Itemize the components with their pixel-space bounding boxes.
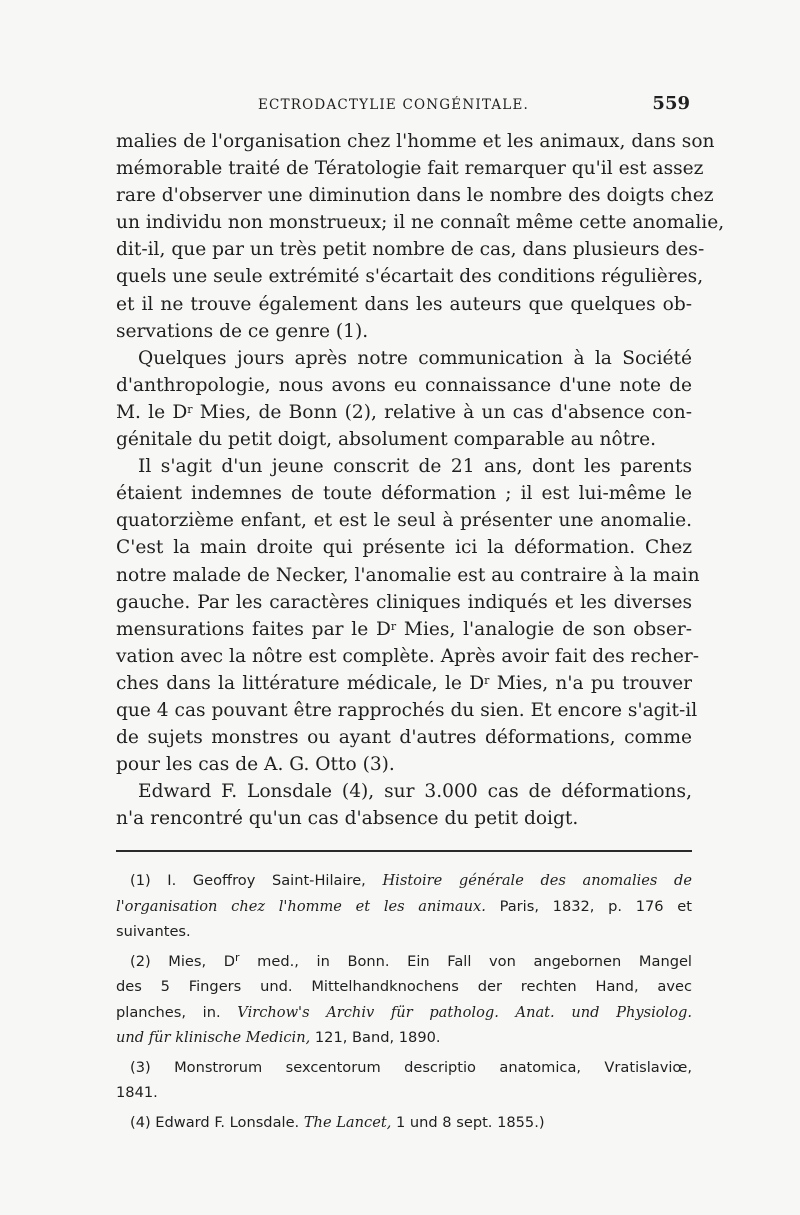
text-line: de sujets monstres ou ayant d'autres déformations, comme bbox=[116, 727, 692, 749]
footnote-1-line bbox=[116, 894, 692, 920]
text-fragment: 1 und 8 sept. 1855.) bbox=[391, 1113, 545, 1131]
text-line: gauche. Par les caractères cliniques indiqués et les diverses bbox=[116, 591, 692, 613]
text-fragment: Mies, de Bonn (2), relative à un cas d'absence con- bbox=[192, 401, 692, 423]
text-fragment: planches, in. bbox=[116, 1003, 238, 1021]
text-line: notre malade de Necker, l'anomalie est au contraire à la main bbox=[116, 564, 700, 586]
text-line: dit-il, que par un très petit nombre de cas, dans plusieurs des- bbox=[116, 239, 705, 261]
text-line: Edward F. Lonsdale (4), sur 3.000 cas de déformations, bbox=[138, 781, 692, 803]
superscript: r bbox=[235, 950, 240, 964]
text-fragment: (4) Edward F. Lonsdale. bbox=[130, 1113, 304, 1131]
footnote-2-line bbox=[116, 1000, 692, 1026]
text-fragment: ches dans la littérature médicale, le D bbox=[116, 672, 485, 694]
footnote-4-line bbox=[116, 1110, 692, 1136]
page-number: 559 bbox=[652, 93, 690, 114]
text-line: vation avec la nôtre est complète. Après avoir fait des recher- bbox=[116, 645, 700, 667]
text-line: Quelques jours après notre communication à la Société bbox=[138, 347, 692, 369]
text-fragment: Mies, n'a pu trouver bbox=[489, 672, 692, 694]
running-head: ECTRODACTYLIE CONGÉNITALE. bbox=[258, 97, 530, 113]
footnote-1-line bbox=[116, 868, 692, 894]
text-line: génitale du petit doigt, absolument comparable au nôtre. bbox=[116, 429, 656, 451]
page-header bbox=[116, 93, 690, 123]
text-line-with-sup bbox=[116, 670, 692, 697]
text-fragment: med., in Bonn. Ein Fall von angebornen Mangel bbox=[239, 952, 692, 970]
footnote-3-line: 1841. bbox=[116, 1084, 158, 1101]
text-line: mémorable traité de Tératologie fait remarquer qu'il est assez bbox=[116, 158, 704, 180]
text-line: d'anthropologie, nous avons eu connaissance d'une note de bbox=[116, 374, 692, 396]
text-line-with-sup bbox=[116, 616, 692, 643]
text-fragment-italic: Histoire générale des anomalies de bbox=[382, 872, 693, 889]
text-line: un individu non monstrueux; il ne connaît même cette anomalie, bbox=[116, 212, 725, 234]
text-line: Il s'agit d'un jeune conscrit de 21 ans, dont les parents bbox=[138, 456, 692, 478]
text-line: quatorzième enfant, et est le seul à présenter une anomalie. bbox=[116, 510, 692, 532]
text-fragment-italic: l'organisation chez l'homme et les animaux. bbox=[116, 897, 486, 915]
superscript: r bbox=[484, 673, 490, 687]
text-fragment-italic: Virchow's Archiv für patholog. Anat. und Physiolog. bbox=[237, 1003, 692, 1021]
text-fragment: (1) I. Geoffroy Saint-Hilaire, bbox=[130, 872, 383, 889]
footnotes bbox=[116, 868, 692, 1135]
footnote-divider bbox=[116, 850, 692, 852]
text-line: et il ne trouve également dans les auteurs que quelques ob- bbox=[116, 293, 692, 315]
text-fragment: 121, Band, 1890. bbox=[310, 1029, 441, 1046]
superscript: r bbox=[390, 619, 397, 633]
text-fragment-italic: und für klinische Medicin, bbox=[116, 1029, 311, 1046]
text-line: C'est la main droite qui présente ici la déformation. Chez bbox=[116, 537, 692, 559]
text-line: n'a rencontré qu'un cas d'absence du petit doigt. bbox=[116, 808, 579, 830]
text-fragment: (2) Mies, D bbox=[130, 952, 236, 970]
text-fragment: Paris, 1832, p. 176 et bbox=[485, 897, 692, 915]
footnote-1-line: suivantes. bbox=[116, 923, 191, 940]
footnote-2-line: des 5 Fingers und. Mittelhandknochens der rechten Hand, avec bbox=[116, 978, 692, 995]
text-fragment-italic: The Lancet, bbox=[303, 1113, 392, 1131]
text-line: pour les cas de A. G. Otto (3). bbox=[116, 754, 395, 776]
text-line: étaient indemnes de toute déformation ; il est lui-même le bbox=[116, 483, 692, 505]
text-line: malies de l'organisation chez l'homme et les animaux, dans son bbox=[116, 131, 715, 152]
text-line: rare d'observer une diminution dans le nombre des doigts chez bbox=[116, 185, 714, 207]
text-fragment: M. le D bbox=[116, 401, 188, 423]
text-line: quels une seule extrémité s'écartait des conditions régulières, bbox=[116, 266, 704, 288]
footnote-3-line: (3) Monstrorum sexcentorum descriptio anatomica, Vratislaviœ, bbox=[130, 1058, 692, 1076]
text-line: servations de ce genre (1). bbox=[116, 320, 369, 342]
superscript: r bbox=[187, 402, 193, 416]
text-fragment: mensurations faites par le D bbox=[116, 618, 391, 640]
footnote-2-line bbox=[116, 949, 692, 975]
text-fragment: Mies, l'analogie de son obser- bbox=[396, 618, 692, 640]
footnote-2-line bbox=[116, 1025, 692, 1051]
text-line-with-sup bbox=[116, 399, 692, 426]
text-line: que 4 cas pouvant être rapprochés du sien. Et encore s'agit-il bbox=[116, 699, 698, 721]
body-text bbox=[116, 128, 725, 832]
